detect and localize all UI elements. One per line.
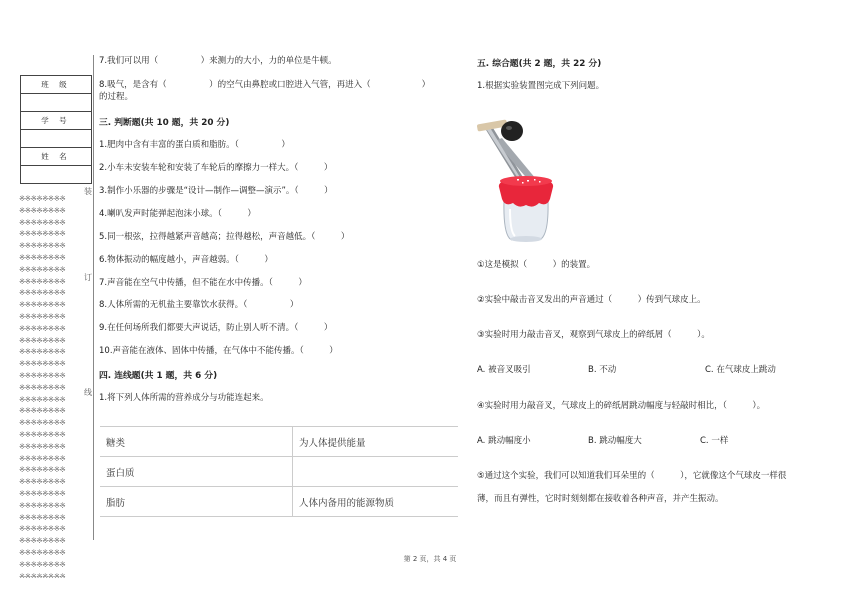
option-c[interactable]: C. 一样 (700, 436, 729, 446)
binding-label-zhuang: 装 (84, 187, 92, 196)
judge-question: 6.物体振动的幅度越小，声音越弱。（ ） (99, 255, 273, 265)
option-a[interactable]: A. 跳动幅度小 (477, 436, 531, 446)
match-left-item[interactable]: 脂肪 (100, 487, 293, 517)
judge-question: 9.在任何场所我们都要大声说话，防止别人听不清。（ ） (99, 323, 333, 333)
class-label: 班 级 (21, 76, 91, 94)
class-field[interactable] (21, 94, 91, 112)
judge-question: 3.制作小乐器的步骤是“设计—制作—调整—演示”。（ ） (99, 186, 333, 196)
option-b[interactable]: B. 跳动幅度大 (588, 436, 642, 446)
section-4-title: 四. 连线题(共 1 题，共 6 分) (99, 371, 218, 381)
option-a[interactable]: A. 被音叉吸引 (477, 365, 531, 375)
table-row (100, 427, 458, 457)
section-3-title: 三. 判断题(共 10 题，共 20 分) (99, 118, 230, 128)
sub-question-5: ⑤通过这个实验，我们可以知道我们耳朵里的（ ），它就像这个气球皮一样很 (477, 471, 787, 481)
judge-question: 2.小车未安装车轮和安装了车轮后的摩擦力一样大。（ ） (99, 163, 333, 173)
judge-question: 7.声音能在空气中传播，但不能在水中传播。（ ） (99, 278, 307, 288)
fill-question-8: 8.吸气，是含有（ ）的空气由鼻腔或口腔进入气管，再进入（ ） (99, 80, 431, 90)
match-right-item[interactable]: 人体内备用的能源物质 (293, 487, 459, 517)
match-left-item[interactable]: 蛋白质 (100, 457, 293, 487)
match-right-item[interactable] (293, 457, 459, 487)
option-b[interactable]: B. 不动 (588, 365, 617, 375)
nutrient-match-table (100, 426, 458, 517)
name-label: 姓 名 (21, 148, 91, 166)
sub-question-4: ④实验时用力敲音叉，气球皮上的碎纸屑跳动幅度与轻敲时相比，（ ）。 (477, 401, 766, 411)
match-right-item[interactable]: 为人体提供能量 (293, 427, 459, 457)
judge-question: 4.喇叭发声时能弹起泡沫小球。（ ） (99, 209, 256, 219)
student-id-label: 学 号 (21, 112, 91, 130)
binding-line (93, 55, 94, 540)
binding-label-ding: 订 (84, 273, 92, 282)
binding-label-xian: 线 (84, 388, 92, 397)
match-question: 1.将下列人体所需的营养成分与功能连起来。 (99, 393, 269, 403)
judge-question: 8.人体所需的无机盐主要靠饮水获得。（ ） (99, 300, 299, 310)
option-c[interactable]: C. 在气球皮上跳动 (705, 365, 776, 375)
name-field[interactable] (21, 166, 91, 183)
sub-question-3: ③实验时用力敲击音叉，观察到气球皮上的碎纸屑（ ）。 (477, 330, 710, 340)
match-left-item[interactable]: 糖类 (100, 427, 293, 457)
judge-question: 10.声音能在液体、固体中传播，在气体中不能传播。（ ） (99, 346, 338, 356)
judge-question: 5.同一根弦，拉得越紧声音越高；拉得越松，声音越低。（ ） (99, 232, 350, 242)
page-number: 第 2 页，共 4 页 (403, 555, 457, 563)
fill-question-8-cont: 的过程。 (99, 92, 134, 102)
experiment-photo (477, 117, 571, 244)
table-row (100, 487, 458, 517)
student-id-field[interactable] (21, 130, 91, 148)
judge-question: 1.肥肉中含有丰富的蛋白质和脂肪。（ ） (99, 140, 290, 150)
sub-question-1: ①这是模拟（ ）的装置。 (477, 260, 596, 270)
fill-question-7: 7.我们可以用（ ）来测力的大小，力的单位是牛顿。 (99, 56, 337, 66)
binding-margin-pattern: ※※※※※※※※ ※※※※※※※※ ※※※※※※※※ ※※※※※※※※ ※※※※※※※※ ※※※※※※※※ ※※※※※※※※ ※※※※※※※※ ※※※※※※※※ ※※※※※※※※ ※※※※※※※※ ※※※※※※※※ ※※※※※※※※ ※※※※※※※※ ※※※※※※※※ ※※※※※※※※ ※※※※※※※※ ※※※※※※※※ ※※※※※※※※ ※※※※※※※※ ※※※※※※※※ ※※※※※※※※ ※※※※※※※※ ※※※※※※※※ ※※※※※※※※ ※※※※※※※※ ※※※※※※※※ ※※※※※※※※ ※※※※※※※※ ※※※※※※※※ ※※※※※※※※ ※※※※※※※※ ※※※※※※※※ (19, 194, 66, 578)
table-row (100, 457, 458, 487)
sub-question-2: ②实验中敲击音叉发出的声音通过（ ）传到气球皮上。 (477, 295, 706, 305)
section-5-title: 五. 综合题(共 2 题，共 22 分) (477, 59, 602, 69)
sub-question-5-cont: 薄，而且有弹性，它时时刻刻都在接收着各种声音，并产生振动。 (477, 494, 724, 504)
student-info-table (20, 75, 92, 184)
comprehensive-question-1: 1.根据实验装置图完成下列问题。 (477, 81, 605, 91)
